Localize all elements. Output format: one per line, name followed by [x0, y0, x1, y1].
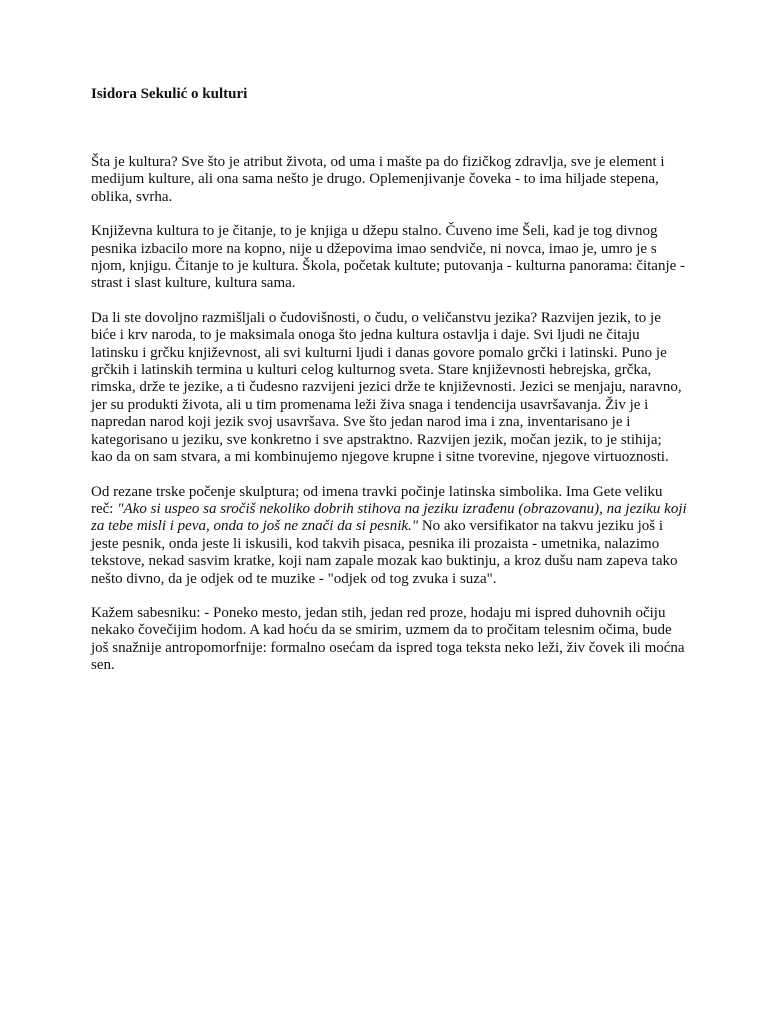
paragraph-language: Da li ste dovoljno razmišljali o čudovišnosti, o čudu, o veličanstvu jezika? Razvijen jezik, to je biće i krv naroda, to je maksimala onoga što jedna kultura ostavlja i daje. Svi ljudi ne čitaju latinsku i grčku književnost, ali svi kulturni ljudi i danas govore pomalo grčki i latinski. Puno je grčkih i latinskih termina u kulturi celog kulturnog sveta. Stare književnosti hebrejska, grčka, rimska, drže te jezike, a ti čudesno razvijeni jezici drže te književnosti. Jezici se menjaju, naravno, jer su produkti života, ali u tim promenama leži živa snaga i tendencija usavršavanja. Živ je i napredan narod koji jezik svoj usavršava. Sve što jedan narod ima i zna, inventarisano je i kategorisano u jeziku, sve konkretno i sve apstraktno. Razvijen jezik, močan jezik, to je stihija; kao da on sam stvara, a mi kombinujemo njegove krupne i sitne tvorevine, njegove virtuoznosti.: [91, 309, 682, 466]
paragraph-goethe-outro: No ako versifikator na takvu jeziku još i jeste pesnik, onda jeste li iskusili, kod takvih pisaca, pesnika ili prozaista - umetnika, nalazimo tekstove, nekad sasvim kratke, koji nam zapale mozak kao buktinju, a kroz dušu nam zapeva tako nešto divno, da je odjek od te muzike - "odjek od tog zvuka i suza".: [91, 518, 678, 587]
goethe-quote: "Ako si uspeo sa sročiš nekoliko dobrih stihova na jeziku izrađenu (obrazovanu), na jeziku koji za tebe misli i peva, onda to još ne znači da si pesnik.": [91, 500, 687, 535]
paragraph-goethe-intro: Od rezane trske počenje skulptura; od imena travki počinje latinska simbolika. Ima Gete veliku reč:: [91, 483, 663, 517]
document-body: [91, 154, 687, 675]
paragraph-goethe-quote: [91, 484, 687, 588]
document-page: [91, 84, 687, 692]
paragraph-culture-definition: Šta je kultura? Sve što je atribut života, od uma i mašte pa do fizičkog zdravlja, sve je element i medijum kulture, ali ona sama nešto je drugo. Oplemenjivanje čoveka - to ima hiljade stepena, oblika, svrha.: [91, 154, 665, 205]
paragraph-literary-culture: Književna kultura to je čitanje, to je knjiga u džepu stalno. Čuveno ime Šeli, kad je tog divnog pesnika izbacilo more na kopno, nije u džepovima imao sendviče, ni novca, imao je, umro je s njom, knjigu. Čitanje to je kultura. Škola, početak kultute; putovanja - kulturna panorama: čitanje - strast i slast kulture, kultura sama.: [91, 223, 686, 292]
paragraph-reading: Kažem sabesniku: - Poneko mesto, jedan stih, jedan red proze, hodaju mi ispred duhovnih očiju nekako čovečijim hodom. A kad hoću da se smirim, uzmem da to pročitam telesnim očima, bude još snažnije antropomorfnije: formalno osećam da ispred toga teksta neko leži, živ čovek ili moćna sen.: [91, 604, 685, 674]
document-title: Isidora Sekulić o kulturi: [91, 86, 248, 102]
